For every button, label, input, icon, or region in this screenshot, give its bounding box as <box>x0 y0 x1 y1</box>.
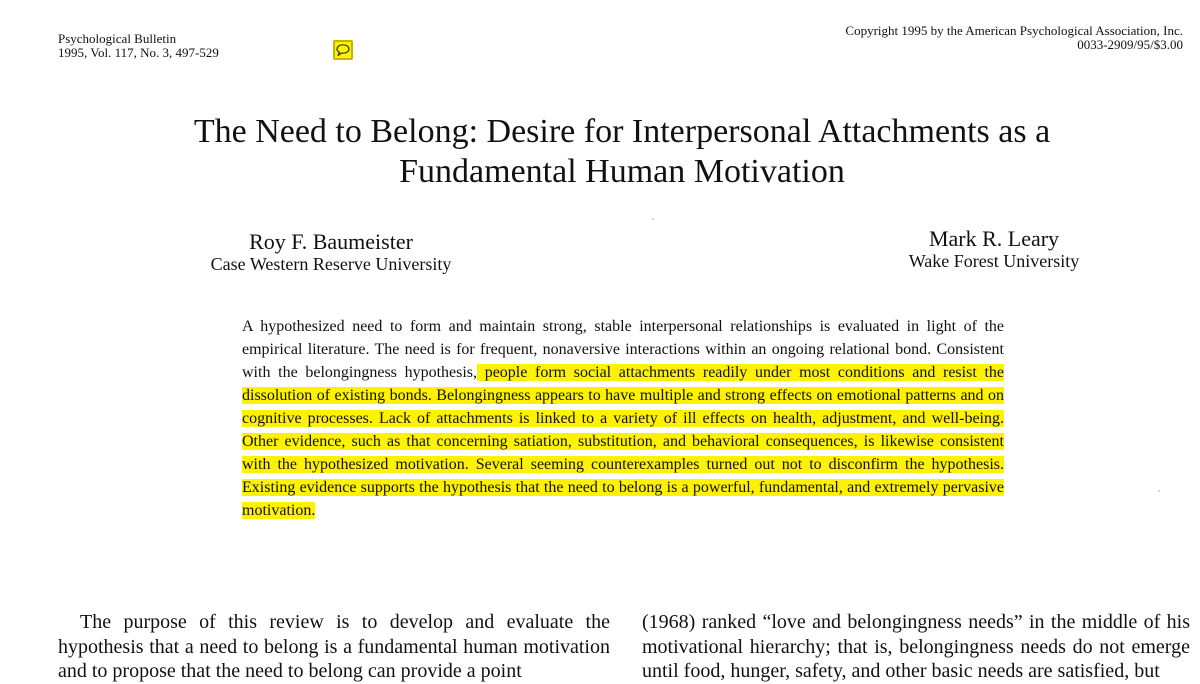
journal-name: Psychological Bulletin <box>58 31 177 46</box>
abstract-plain-text: A hypothesized need to form and maintain strong, stable interpersonal relationships is evaluated in light of the empirical literature. The need is for frequent, nonaversive interactions within an ongoing relational bond. Consistent with the belongingness hypothesis, <box>242 318 1004 381</box>
abstract <box>242 315 1004 522</box>
journal-header <box>58 32 219 60</box>
scan-speck <box>652 218 654 220</box>
body-right-column: (1968) ranked “love and belongingness needs” in the middle of his motivational hierarchy; that is, belongingness needs do not emerge until food, hunger, safety, and other basic needs are satisfied, but <box>642 611 1190 682</box>
scan-speck <box>1158 490 1160 492</box>
journal-citation: 1995, Vol. 117, No. 3, 497-529 <box>58 45 219 60</box>
body-left-column: The purpose of this review is to develop and evaluate the hypothesis that a need to belong is a fundamental human motivation and to propose that the need to belong can provide a point <box>58 611 610 682</box>
author-affiliation: Case Western Reserve University <box>210 254 452 274</box>
title-line-2: Fundamental Human Motivation <box>399 153 845 190</box>
copyright-header <box>845 24 1183 52</box>
author-block-2 <box>780 227 1200 271</box>
author-name: Mark R. Leary <box>928 226 1060 251</box>
author-name: Roy F. Baumeister <box>249 229 413 254</box>
paper-title <box>0 112 1200 192</box>
price-code: 0033-2909/95/$3.00 <box>1077 37 1183 52</box>
author-block-1 <box>0 230 662 274</box>
copyright-line: Copyright 1995 by the American Psychological Association, Inc. <box>845 23 1183 38</box>
comment-note-icon[interactable] <box>333 40 353 60</box>
author-affiliation: Wake Forest University <box>908 251 1080 271</box>
abstract-highlighted-text[interactable]: people form social attachments readily under most conditions and resist the dissolution of existing bonds. Belongingness appears to have multiple and strong effects on emotional patterns and on cognitive processes. Lack of attachments is linked to a variety of ill effects on health, adjustment, and well-being. Other evidence, such as that concerning satiation, substitution, and behavioral consequences, is likewise consistent with the hypothesized motivation. Several seeming counterexamples turned out not to disconfirm the hypothesis. Existing evidence supports the hypothesis that the need to belong is a powerful, fundamental, and extremely pervasive motivation. <box>242 364 1004 519</box>
title-line-1: The Need to Belong: Desire for Interpersonal Attachments as a <box>193 113 1051 150</box>
